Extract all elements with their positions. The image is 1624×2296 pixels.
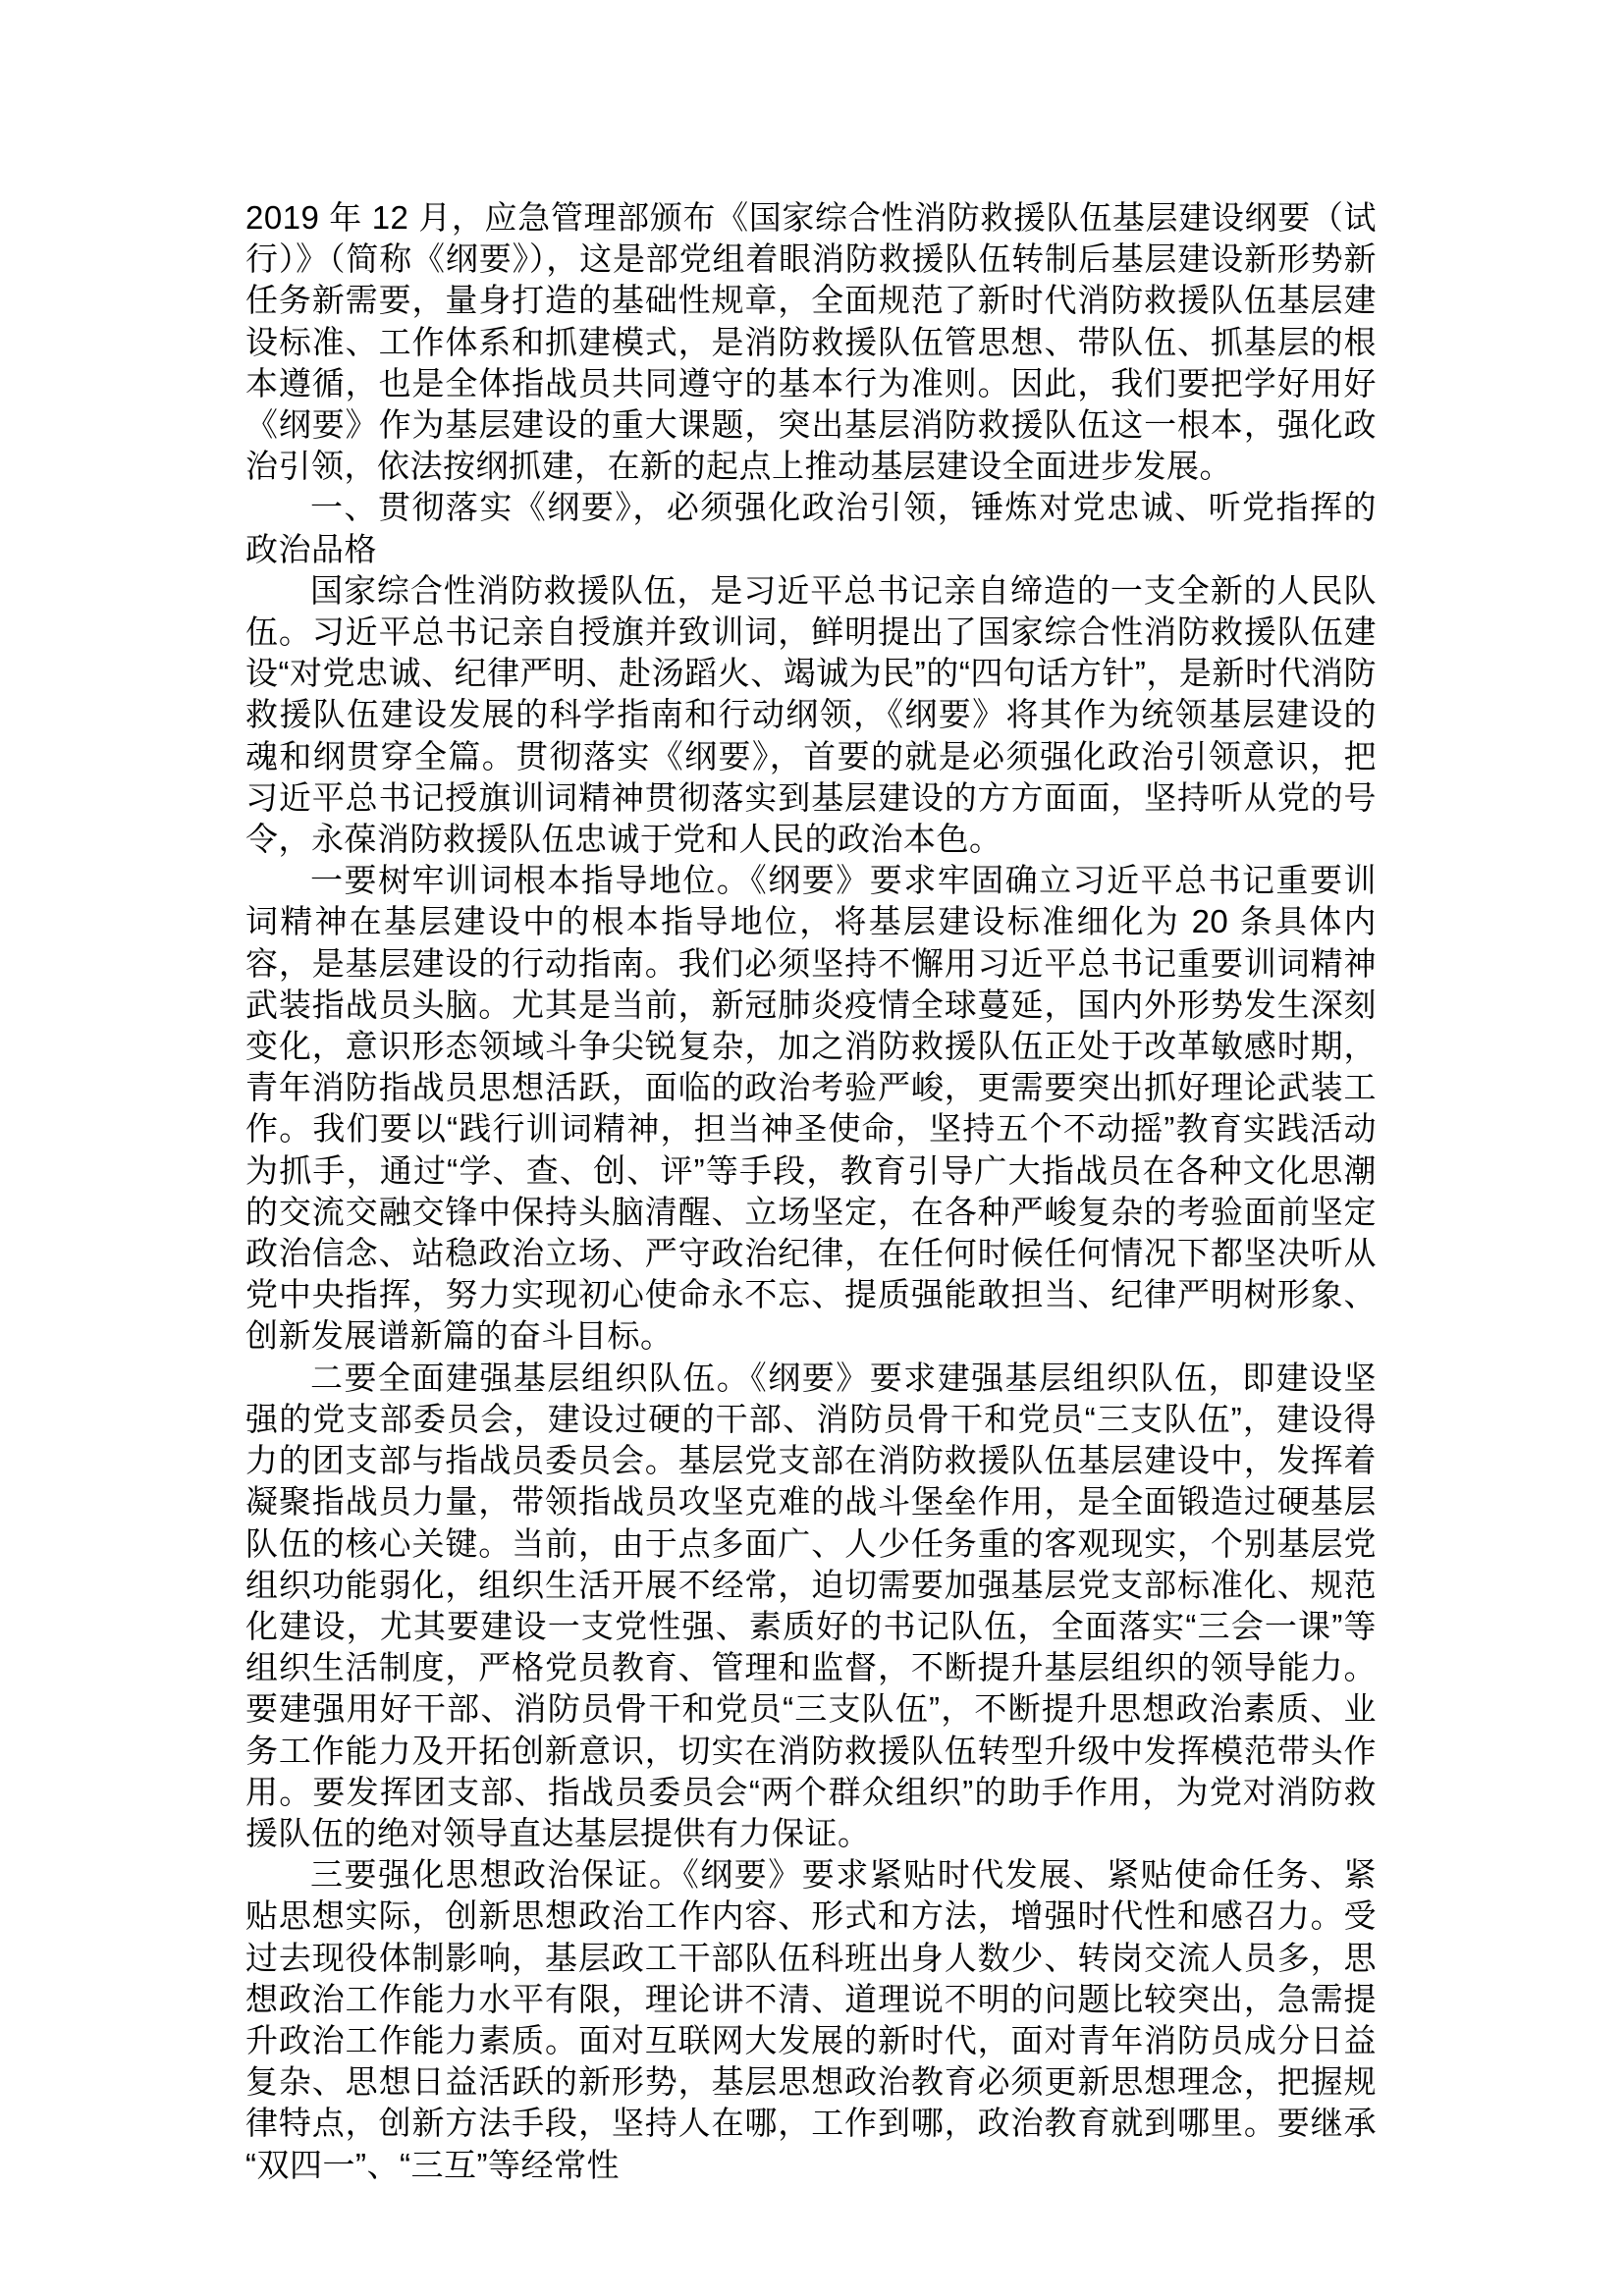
section-1-heading: 一、贯彻落实《纲要》，必须强化政治引领，锤炼对党忠诚、听党指挥的政治品格 [245,489,1377,567]
paragraph-point-3-ideological-political: 三要强化思想政治保证。《纲要》要求紧贴时代发展、紧贴使命任务、紧贴思想实际，创新思想政治工作内容、形式和方法，增强时代性和感召力。受过去现役体制影响，基层政工干部队伍科班出身人数少、转岗交流人员多，思想政治工作能力水平有限，理论讲不清、道理说不明的问题比较突出，急需提升政治工作能力素质。面对互联网大发展的新时代，面对青年消防员成分日益复杂、思想日益活跃的新形势，基层思想政治教育必须更新思想理念，把握规律特点，创新方法手段，坚持人在哪，工作到哪，政治教育就到哪里。要继承“双四一”、“三互”等经常性 [245,1856,1377,2183]
paragraph-political-leadership: 国家综合性消防救援队伍，是习近平总书记亲自缔造的一支全新的人民队伍。习近平总书记亲自授旗并致训词，鲜明提出了国家综合性消防救援队伍建设“对党忠诚、纪律严明、赴汤蹈火、竭诚为民”的“四句话方针”，是新时代消防救援队伍建设发展的科学指南和行动纲领，《纲要》将其作为统领基层建设的魂和纲贯穿全篇。贯彻落实《纲要》，首要的就是必须强化政治引领意识，把习近平总书记授旗训词精神贯彻落实到基层建设的方方面面，坚持听从党的号令，永葆消防救援队伍忠诚于党和人民的政治本色。 [245,571,1377,858]
document-text-body [245,197,1377,2186]
paragraph-point-1-training-words: 一要树牢训词根本指导地位。《纲要》要求牢固确立习近平总书记重要训词精神在基层建设中的根本指导地位，将基层建设标准细化为 20 条具体内容，是基层建设的行动指南。我们必须坚持不懈用习近平总书记重要训词精神武装指战员头脑。尤其是当前，新冠肺炎疫情全球蔓延，国内外形势发生深刻变化，意识形态领域斗争尖锐复杂，加之消防救援队伍正处于改革敏感时期，青年消防指战员思想活跃，面临的政治考验严峻，更需要突出抓好理论武装工作。我们要以“践行训词精神，担当神圣使命，坚持五个不动摇”教育实践活动为抓手，通过“学、查、创、评”等手段，教育引导广大指战员在各种文化思潮的交流交融交锋中保持头脑清醒、立场坚定，在各种严峻复杂的考验面前坚定政治信念、站稳政治立场、严守政治纪律，在任何时候任何情况下都坚决听从党中央指挥，努力实现初心使命永不忘、提质强能敢担当、纪律严明树形象、创新发展谱新篇的奋斗目标。 [245,862,1377,1355]
paragraph-intro: 2019 年 12 月，应急管理部颁布《国家综合性消防救援队伍基层建设纲要（试行）》（简称《纲要》），这是部党组着眼消防救援队伍转制后基层建设新形势新任务新需要，量身打造的基础性规章，全面规范了新时代消防救援队伍基层建设标准、工作体系和抓建模式，是消防救援队伍管思想、带队伍、抓基层的根本遵循，也是全体指战员共同遵守的基本行为准则。因此，我们要把学好用好《纲要》作为基层建设的重大课题，突出基层消防救援队伍这一根本，强化政治引领，依法按纲抓建，在新的起点上推动基层建设全面进步发展。 [245,199,1377,485]
paragraph-point-2-grassroots-organization: 二要全面建强基层组织队伍。《纲要》要求建强基层组织队伍，即建设坚强的党支部委员会，建设过硬的干部、消防员骨干和党员“三支队伍”，建设得力的团支部与指战员委员会。基层党支部在消防救援队伍基层建设中，发挥着凝聚指战员力量，带领指战员攻坚克难的战斗堡垒作用，是全面锻造过硬基层队伍的核心关键。当前，由于点多面广、人少任务重的客观现实，个别基层党组织功能弱化，组织生活开展不经常，迫切需要加强基层党支部标准化、规范化建设，尤其要建设一支党性强、素质好的书记队伍，全面落实“三会一课”等组织生活制度，严格党员教育、管理和监督，不断提升基层组织的领导能力。要建强用好干部、消防员骨干和党员“三支队伍”，不断提升思想政治素质、业务工作能力及开拓创新意识，切实在消防救援队伍转型升级中发挥模范带头作用。要发挥团支部、指战员委员会“两个群众组织”的助手作用，为党对消防救援队伍的绝对领导直达基层提供有力保证。 [245,1359,1377,1851]
